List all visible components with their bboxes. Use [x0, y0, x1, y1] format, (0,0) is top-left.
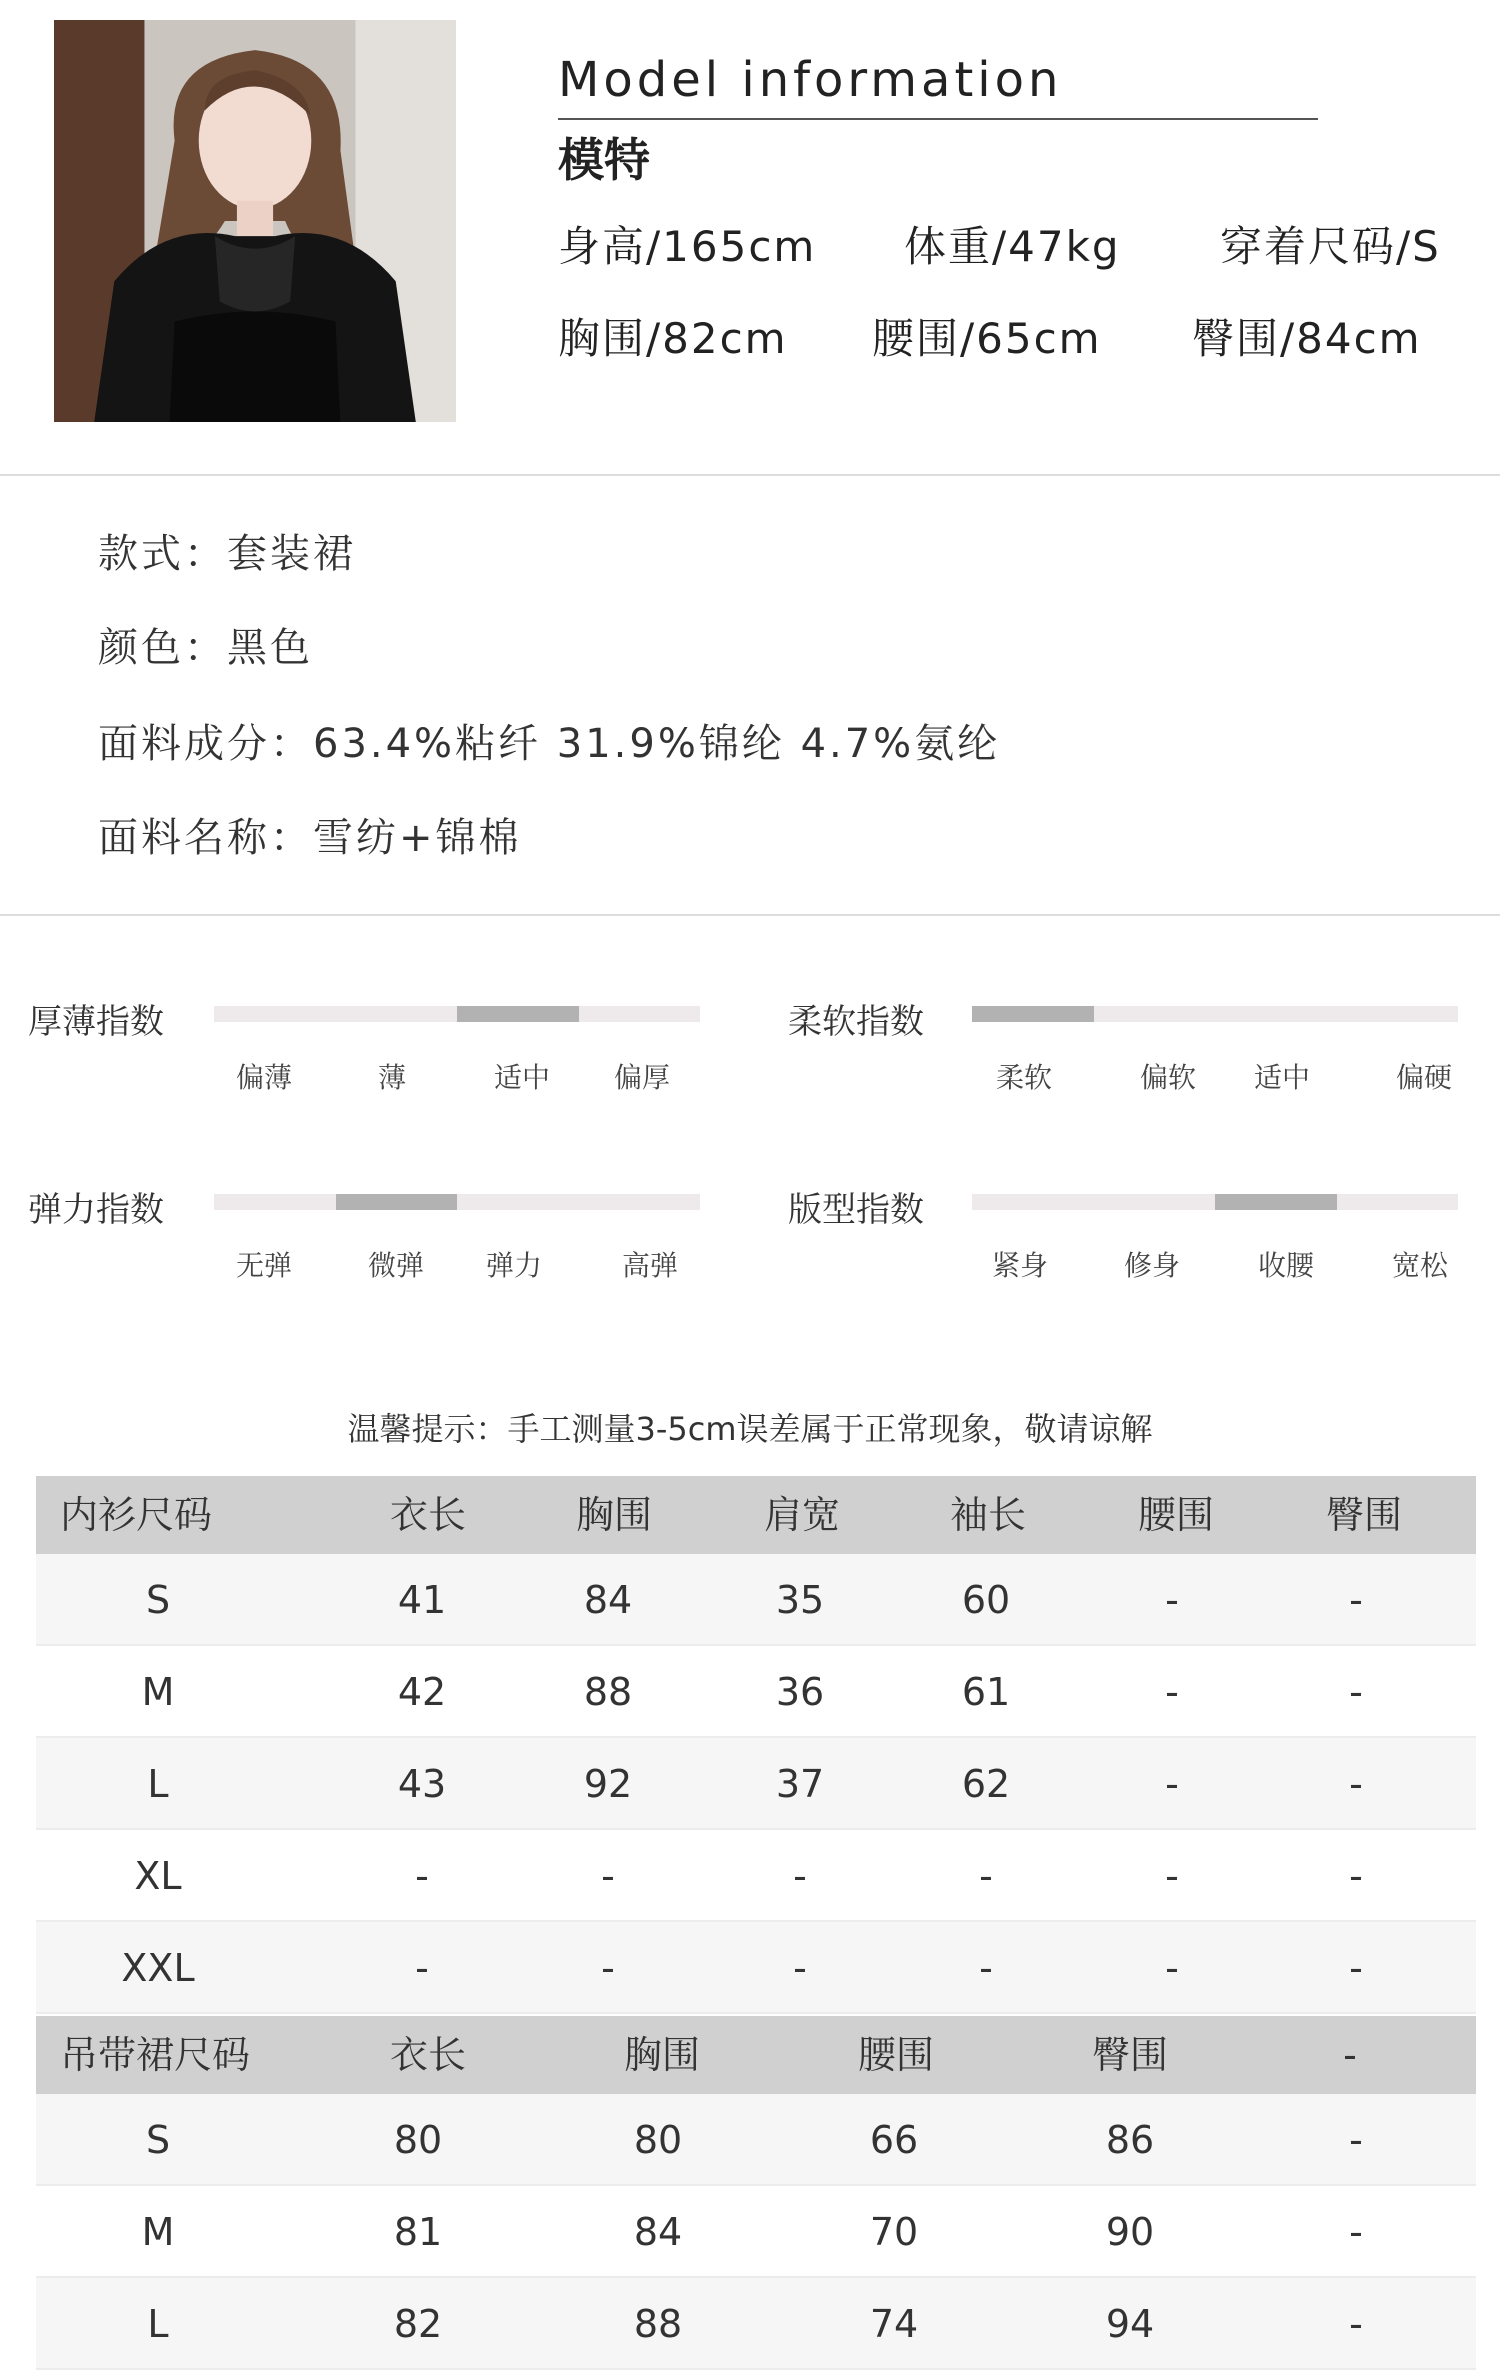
table-row: [36, 1554, 1476, 1646]
table-row: [36, 1646, 1476, 1738]
table-cell: 92: [583, 1762, 633, 1806]
table-cell: 81: [393, 2210, 443, 2254]
thickness-index-bar: [214, 1006, 700, 1022]
elasticity-option: 无弹: [235, 1249, 293, 1282]
fit-option: 收腰: [1257, 1249, 1315, 1282]
elasticity-option: 弹力: [485, 1249, 543, 1282]
table-row: [36, 2094, 1476, 2186]
model-photo: [54, 20, 456, 422]
model-weight: 体重/47kg: [904, 222, 1121, 271]
table-cell: -: [979, 1854, 993, 1898]
table-cell: XXL: [121, 1946, 195, 1990]
table-cell: -: [1349, 1762, 1363, 1806]
product-style: 款式：套装裙: [98, 531, 356, 577]
model-bust: 胸围/82cm: [558, 314, 788, 363]
model-height: 身高/165cm: [558, 222, 817, 271]
table-cell: XL: [134, 1854, 182, 1898]
table-cell: 80: [393, 2118, 443, 2162]
table-header-cell: 臀围: [1325, 1493, 1403, 1537]
softness-index-bar: [972, 1006, 1458, 1022]
table-cell: -: [793, 1946, 807, 1990]
softness-index-label: 柔软指数: [788, 1002, 924, 1042]
elasticity-option: 微弹: [367, 1249, 425, 1282]
table-cell: -: [1165, 1946, 1179, 1990]
product-fabric: 面料名称：雪纺+锦棉: [98, 815, 522, 861]
table-cell: -: [1165, 1854, 1179, 1898]
table-header-cell: 衣长: [389, 1493, 467, 1537]
table-cell: M: [141, 1670, 175, 1714]
table-header-cell: 腰围: [1137, 1493, 1215, 1537]
fit-index-bar: [972, 1194, 1458, 1210]
thickness-option: 适中: [493, 1061, 551, 1094]
elasticity-index-bar: [214, 1194, 700, 1210]
softness-index-fill: [972, 1006, 1094, 1022]
table-cell: -: [1165, 1578, 1179, 1622]
softness-option: 偏软: [1139, 1061, 1197, 1094]
table-row: [36, 1738, 1476, 1830]
table-cell: 84: [583, 1578, 633, 1622]
table-header-cell: 胸围: [575, 1493, 653, 1537]
table-cell: -: [1165, 1762, 1179, 1806]
section-divider: [0, 474, 1500, 476]
model-portrait-illustration: [54, 20, 456, 422]
table-cell: -: [1349, 2118, 1363, 2162]
table-cell: L: [147, 1762, 169, 1806]
table-cell: L: [147, 2302, 169, 2346]
table-cell: 35: [775, 1578, 825, 1622]
table-cell: 94: [1105, 2302, 1155, 2346]
table-cell: 43: [397, 1762, 447, 1806]
table-cell: -: [1165, 1670, 1179, 1714]
table-cell: 74: [869, 2302, 919, 2346]
product-composition: 面料成分：63.4%粘纤 31.9%锦纶 4.7%氨纶: [98, 721, 1001, 767]
table-header-cell: 胸围: [623, 2033, 701, 2077]
table-cell: S: [145, 2118, 171, 2162]
softness-option: 偏硬: [1395, 1061, 1453, 1094]
table-cell: 62: [961, 1762, 1011, 1806]
table-cell: -: [793, 1854, 807, 1898]
title-underline: [558, 118, 1318, 120]
thickness-index-label: 厚薄指数: [28, 1002, 164, 1042]
table-cell: 41: [397, 1578, 447, 1622]
elasticity-index-label: 弹力指数: [28, 1190, 164, 1230]
section-divider: [0, 914, 1500, 916]
top-size-table: [36, 1476, 1476, 2016]
elasticity-index-fill: [336, 1194, 458, 1210]
table-cell: 80: [633, 2118, 683, 2162]
table-cell: -: [415, 1946, 429, 1990]
table-cell: -: [979, 1946, 993, 1990]
table-cell: -: [1349, 1670, 1363, 1714]
table-cell: 90: [1105, 2210, 1155, 2254]
table-cell: M: [141, 2210, 175, 2254]
table-cell: 37: [775, 1762, 825, 1806]
model-waist: 腰围/65cm: [872, 314, 1102, 363]
table-row: [36, 2278, 1476, 2370]
fit-option: 紧身: [991, 1249, 1049, 1282]
model-info-title: Model information: [558, 52, 1063, 108]
thickness-option: 偏薄: [235, 1061, 293, 1094]
table-header-cell: 内衫尺码: [60, 1493, 213, 1537]
table-cell: 60: [961, 1578, 1011, 1622]
table-cell: -: [1349, 2210, 1363, 2254]
table-header-cell: 臀围: [1091, 2033, 1169, 2077]
model-hip: 臀围/84cm: [1192, 314, 1422, 363]
product-color: 颜色：黑色: [98, 625, 313, 671]
table-cell: -: [415, 1854, 429, 1898]
model-size: 穿着尺码/S: [1220, 222, 1441, 271]
table-cell: -: [601, 1946, 615, 1990]
table-header-cell: 腰围: [857, 2033, 935, 2077]
table-row: [36, 1922, 1476, 2014]
table-cell: 66: [869, 2118, 919, 2162]
table-cell: 42: [397, 1670, 447, 1714]
table-cell: 36: [775, 1670, 825, 1714]
table-header-cell: 吊带裙尺码: [60, 2033, 251, 2077]
table-cell: 61: [961, 1670, 1011, 1714]
table-header-cell: 袖长: [949, 1493, 1027, 1537]
table-cell: 70: [869, 2210, 919, 2254]
fit-index-label: 版型指数: [788, 1190, 924, 1230]
table-cell: -: [1349, 1946, 1363, 1990]
softness-option: 柔软: [995, 1061, 1053, 1094]
table-cell: 86: [1105, 2118, 1155, 2162]
table-cell: 88: [583, 1670, 633, 1714]
elasticity-option: 高弹: [621, 1249, 679, 1282]
table-cell: -: [1349, 2302, 1363, 2346]
thickness-option: 薄: [377, 1061, 407, 1094]
table-header-row: [36, 2016, 1476, 2094]
table-cell: -: [1349, 1578, 1363, 1622]
thickness-option: 偏厚: [613, 1061, 671, 1094]
table-cell: S: [145, 1578, 171, 1622]
slip-dress-size-table: [36, 2016, 1476, 2346]
table-cell: -: [601, 1854, 615, 1898]
table-cell: 82: [393, 2302, 443, 2346]
softness-option: 适中: [1253, 1061, 1311, 1094]
table-header-cell: 肩宽: [763, 1493, 841, 1537]
table-row: [36, 2186, 1476, 2278]
thickness-index-fill: [457, 1006, 579, 1022]
table-cell: -: [1349, 1854, 1363, 1898]
table-header-cell: 衣长: [389, 2033, 467, 2077]
table-cell: 88: [633, 2302, 683, 2346]
measurement-notice: 温馨提示：手工测量3-5cm误差属于正常现象，敬请谅解: [347, 1410, 1153, 1448]
fit-option: 修身: [1123, 1249, 1181, 1282]
table-header-row: [36, 1476, 1476, 1554]
table-cell: 84: [633, 2210, 683, 2254]
table-row: [36, 1830, 1476, 1922]
fit-index-fill: [1215, 1194, 1337, 1210]
table-header-cell: -: [1343, 2033, 1357, 2077]
model-subtitle: 模特: [558, 133, 650, 187]
fit-option: 宽松: [1391, 1249, 1449, 1282]
